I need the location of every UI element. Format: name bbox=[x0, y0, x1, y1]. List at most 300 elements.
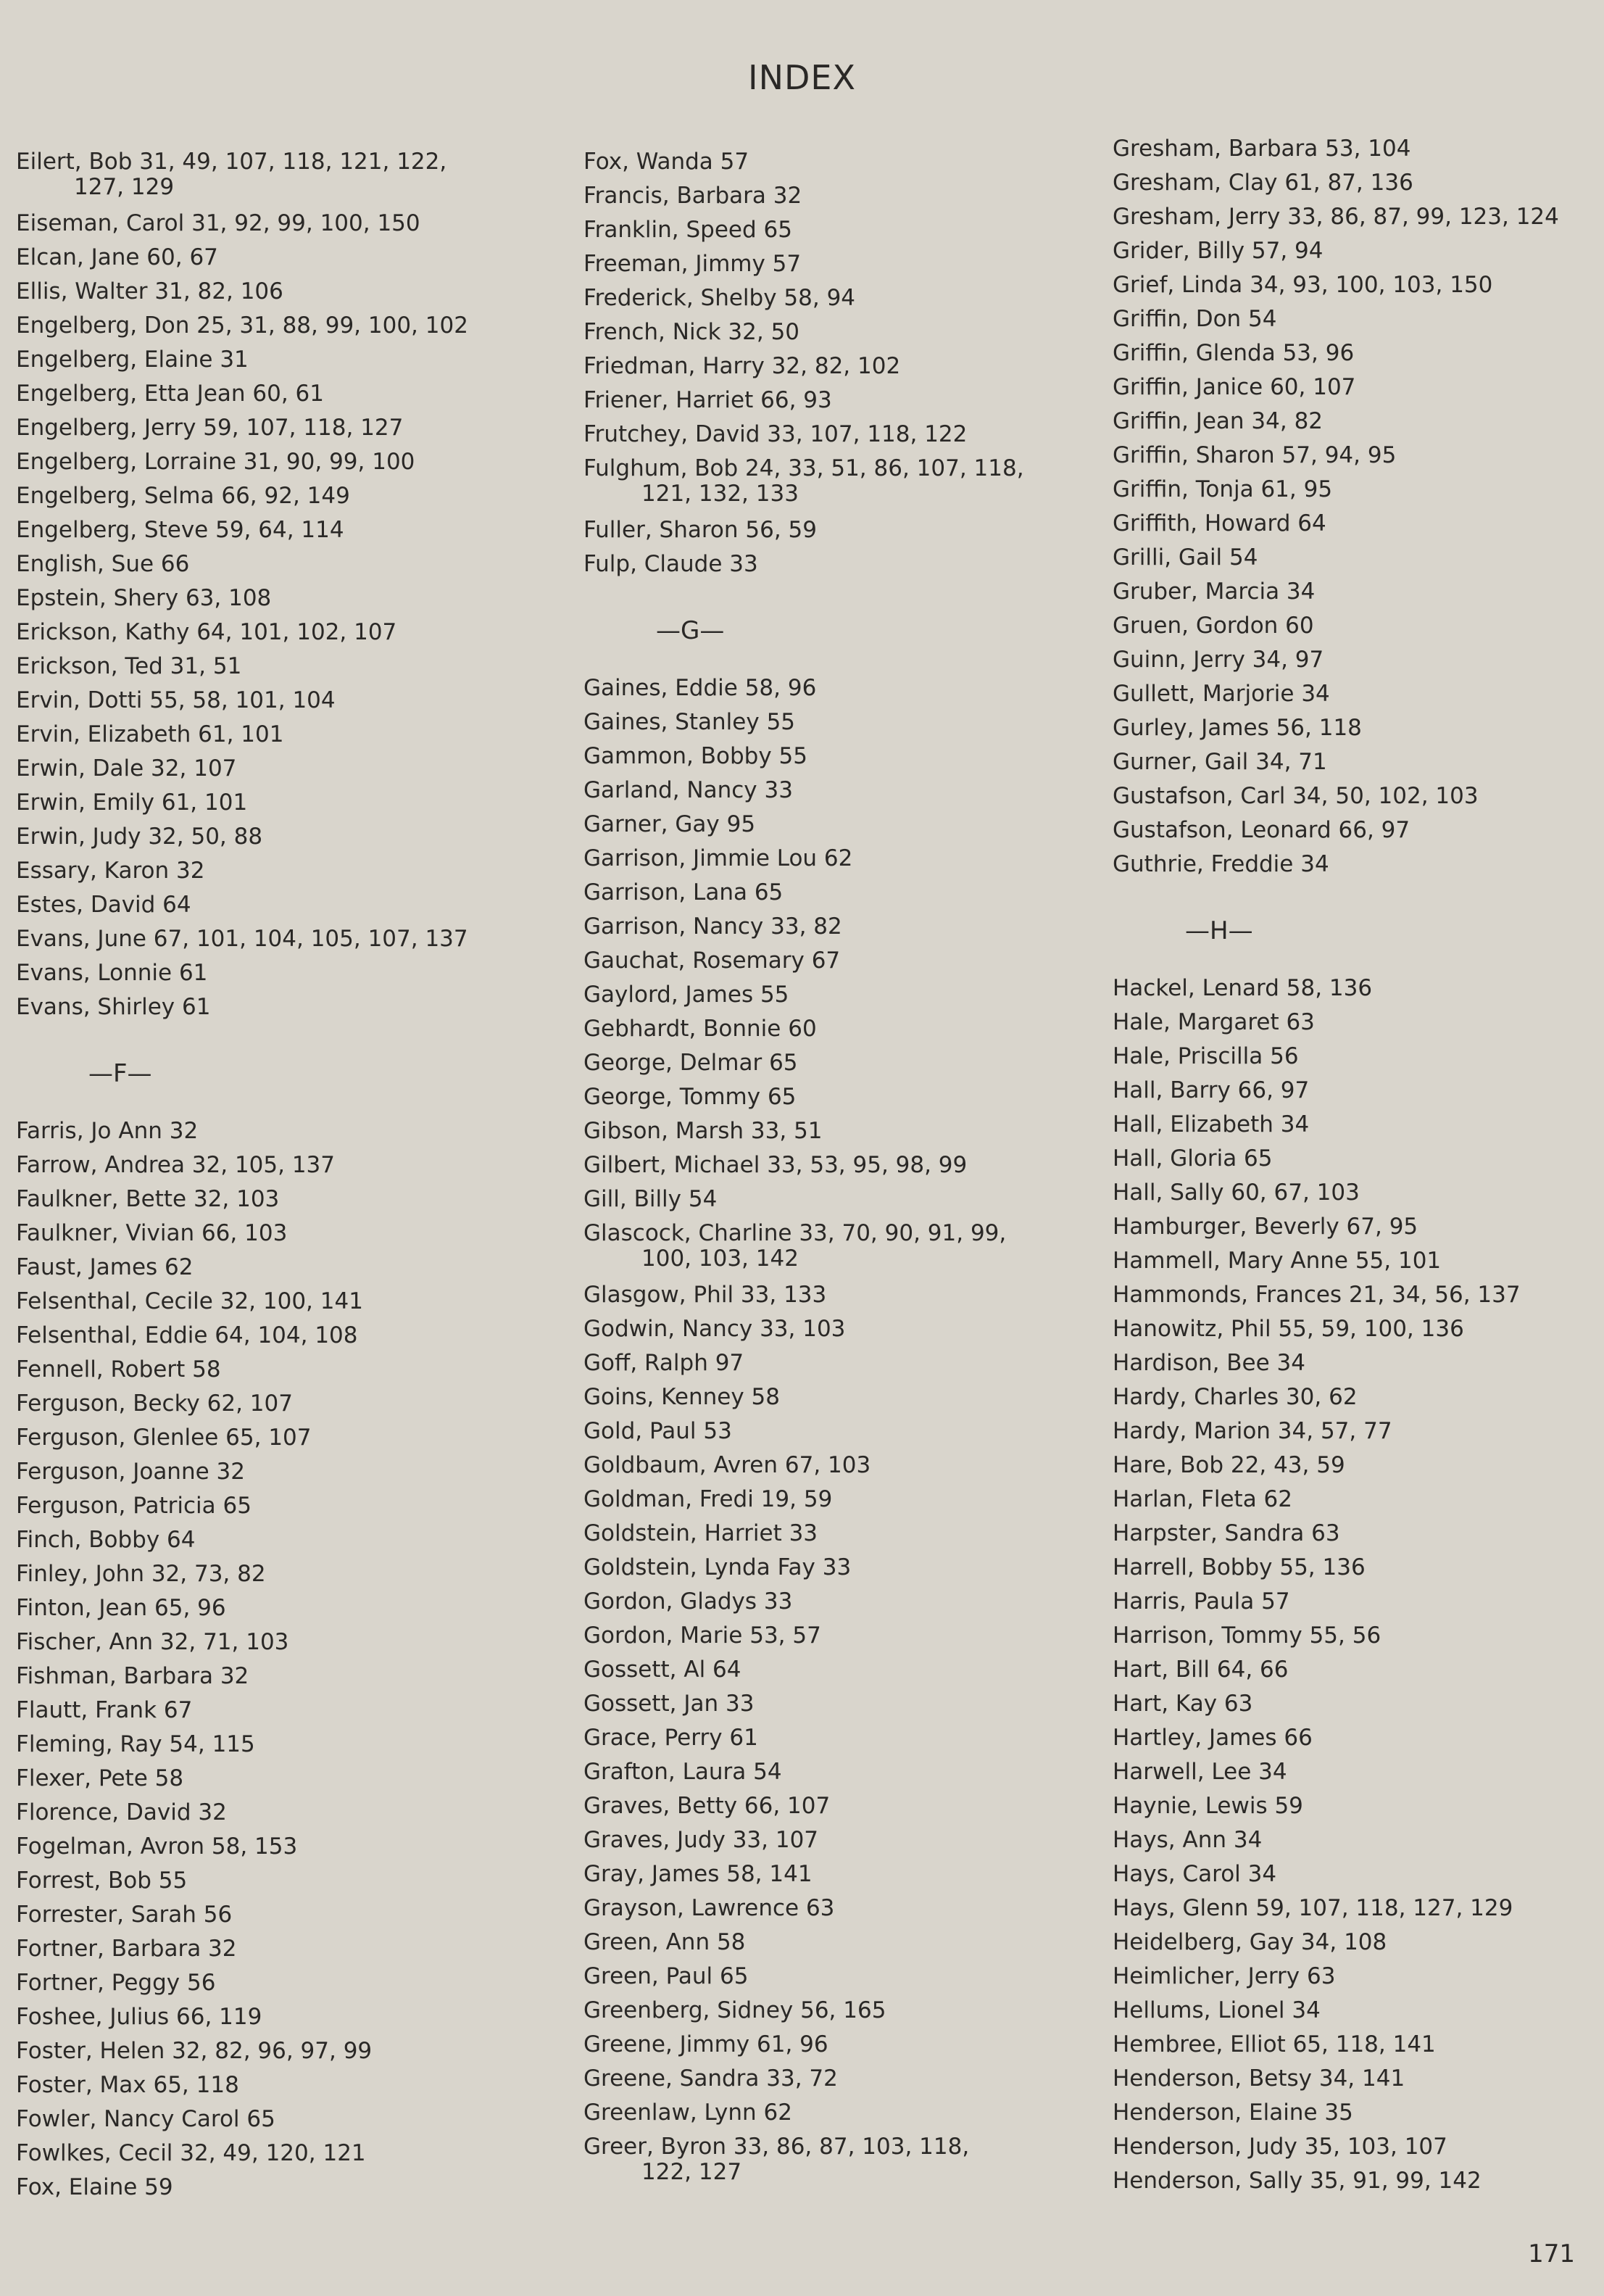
index-entry-text: Florence, David 32 bbox=[16, 1799, 227, 1825]
index-entry bbox=[16, 956, 552, 990]
index-entry bbox=[16, 581, 552, 616]
index-entry bbox=[16, 854, 552, 888]
index-entry-text: Fortner, Barbara 32 bbox=[16, 1936, 237, 1962]
index-entry-text: Garrison, Nancy 33, 82 bbox=[583, 913, 842, 940]
section-letter-heading: —F— bbox=[88, 1059, 152, 1088]
index-entry bbox=[1113, 1312, 1584, 1346]
index-entry bbox=[1113, 711, 1584, 745]
index-entry bbox=[16, 2171, 552, 2205]
index-entry-text: Friener, Harriet 66, 93 bbox=[583, 387, 832, 413]
index-entry-text: Farris, Jo Ann 32 bbox=[16, 1118, 199, 1144]
section-letter-heading: —G— bbox=[656, 616, 725, 645]
index-entry bbox=[16, 990, 552, 1024]
index-entry-text: Frederick, Shelby 58, 94 bbox=[583, 285, 856, 311]
index-entry bbox=[1113, 1755, 1584, 1789]
index-entry-text: Fulghum, Bob 24, 33, 51, 86, 107, 118, bbox=[583, 455, 1024, 481]
index-entry bbox=[1113, 779, 1584, 813]
index-entry-text: Erickson, Ted 31, 51 bbox=[16, 653, 242, 679]
index-entry bbox=[583, 1414, 1091, 1449]
index-entry bbox=[16, 1285, 552, 1319]
index-entry-text: Fuller, Sharon 56, 59 bbox=[583, 517, 817, 543]
index-entry bbox=[16, 445, 552, 479]
index-entry-text: Gilbert, Michael 33, 53, 95, 98, 99 bbox=[583, 1152, 968, 1178]
index-entry bbox=[1113, 1244, 1584, 1278]
index-entry bbox=[16, 275, 552, 309]
index-entry-text: Greene, Sandra 33, 72 bbox=[583, 2065, 838, 2092]
index-entry bbox=[16, 309, 552, 343]
index-entry bbox=[16, 547, 552, 581]
index-entry bbox=[1113, 1040, 1584, 1074]
index-entry-text: Gullett, Marjorie 34 bbox=[1113, 681, 1330, 707]
index-entry-text: Flautt, Frank 67 bbox=[16, 1697, 193, 1723]
index-entry-text: Gebhardt, Bonnie 60 bbox=[583, 1016, 817, 1042]
index-entry bbox=[16, 616, 552, 650]
index-entry bbox=[583, 2062, 1091, 2096]
index-entry-text: Glasgow, Phil 33, 133 bbox=[583, 1282, 827, 1308]
index-entry bbox=[1113, 971, 1584, 1006]
index-entry bbox=[16, 1932, 552, 1966]
index-entry-text: Evans, Shirley 61 bbox=[16, 994, 211, 1020]
index-entry bbox=[1113, 302, 1584, 336]
index-entry-text: Hammell, Mary Anne 55, 101 bbox=[1113, 1248, 1442, 1274]
index-entry bbox=[1113, 1108, 1584, 1142]
index-entry bbox=[583, 1182, 1091, 1217]
index-entry-text: Felsenthal, Eddie 64, 104, 108 bbox=[16, 1322, 358, 1348]
index-entry-text: Hays, Carol 34 bbox=[1113, 1861, 1277, 1887]
index-entry-text: Guthrie, Freddie 34 bbox=[1113, 851, 1329, 877]
index-entry-text: Foshee, Julius 66, 119 bbox=[16, 2004, 262, 2030]
index-entry bbox=[583, 1312, 1091, 1346]
index-entry-text: Forrester, Sarah 56 bbox=[16, 1902, 233, 1928]
index-entry bbox=[16, 1659, 552, 1694]
index-entry-text: Greene, Jimmy 61, 96 bbox=[583, 2031, 828, 2057]
index-entry bbox=[16, 411, 552, 445]
index-column-2 bbox=[583, 145, 1091, 2192]
index-entry bbox=[1113, 1176, 1584, 1210]
index-entry bbox=[16, 1591, 552, 1625]
index-entry bbox=[16, 888, 552, 922]
index-entry-text: Haynie, Lewis 59 bbox=[1113, 1793, 1303, 1819]
index-entry-text: Gray, James 58, 141 bbox=[583, 1861, 813, 1887]
index-entry bbox=[583, 418, 1091, 452]
index-entry bbox=[1113, 200, 1584, 234]
index-entry bbox=[1113, 234, 1584, 268]
index-entry-text: Gaines, Stanley 55 bbox=[583, 709, 796, 735]
index-entry bbox=[16, 1523, 552, 1557]
index-entry-text: Heidelberg, Gay 34, 108 bbox=[1113, 1929, 1387, 1955]
index-entry bbox=[16, 1489, 552, 1523]
index-entry-text: Green, Paul 65 bbox=[583, 1963, 749, 1989]
index-entry bbox=[583, 1148, 1091, 1182]
index-entry-text: Engelberg, Elaine 31 bbox=[16, 347, 249, 373]
index-entry-text: Gaylord, James 55 bbox=[583, 982, 789, 1008]
page-number: 171 bbox=[1528, 2239, 1575, 2268]
index-entry-text: Elcan, Jane 60, 67 bbox=[16, 244, 218, 270]
index-entry-text: Hale, Margaret 63 bbox=[1113, 1009, 1315, 1035]
index-entry bbox=[583, 1114, 1091, 1148]
index-entry-text: Hackel, Lenard 58, 136 bbox=[1113, 975, 1373, 1001]
index-entry-text: Griffin, Sharon 57, 94, 95 bbox=[1113, 442, 1397, 468]
index-entry-text: Erwin, Dale 32, 107 bbox=[16, 755, 237, 782]
index-entry bbox=[1113, 1210, 1584, 1244]
index-entry-text: Gruber, Marcia 34 bbox=[1113, 579, 1316, 605]
index-entry-text: Gruen, Gordon 60 bbox=[1113, 613, 1314, 639]
index-entry-continuation: 121, 132, 133 bbox=[641, 481, 799, 507]
index-entry bbox=[583, 774, 1091, 808]
index-entry bbox=[16, 786, 552, 820]
index-entry bbox=[16, 1762, 552, 1796]
index-entry-text: Gustafson, Carl 34, 50, 102, 103 bbox=[1113, 783, 1479, 809]
index-entry bbox=[1113, 1926, 1584, 1960]
index-entry-continuation: 100, 103, 142 bbox=[641, 1246, 799, 1272]
index-entry bbox=[583, 705, 1091, 739]
index-entry-text: Graves, Betty 66, 107 bbox=[583, 1793, 831, 1819]
index-entry bbox=[583, 671, 1091, 705]
index-entry bbox=[1113, 473, 1584, 507]
index-entry-text: Gauchat, Rosemary 67 bbox=[583, 948, 841, 974]
index-entry bbox=[1113, 2028, 1584, 2062]
index-entry bbox=[583, 315, 1091, 349]
index-entry bbox=[1113, 268, 1584, 302]
index-entry bbox=[583, 1960, 1091, 1994]
index-entry bbox=[583, 2096, 1091, 2130]
index-entry-text: Fox, Elaine 59 bbox=[16, 2174, 173, 2200]
index-entry bbox=[1113, 1551, 1584, 1585]
index-entry-text: Grilli, Gail 54 bbox=[1113, 544, 1258, 571]
index-entry bbox=[1113, 1585, 1584, 1619]
index-entry-text: Grief, Linda 34, 93, 100, 103, 150 bbox=[1113, 272, 1493, 298]
index-entry bbox=[583, 145, 1091, 179]
index-entry bbox=[1113, 847, 1584, 882]
index-entry bbox=[16, 1387, 552, 1421]
index-entry bbox=[16, 922, 552, 956]
index-entry-text: Harpster, Sandra 63 bbox=[1113, 1520, 1340, 1546]
index-entry-text: Hare, Bob 22, 43, 59 bbox=[1113, 1452, 1345, 1478]
index-entry-text: Goldstein, Lynda Fay 33 bbox=[583, 1554, 852, 1580]
index-entry bbox=[583, 1517, 1091, 1551]
index-entry bbox=[583, 1080, 1091, 1114]
index-entry bbox=[16, 241, 552, 275]
index-entry bbox=[1113, 1380, 1584, 1414]
index-entry bbox=[583, 739, 1091, 774]
index-entry-text: Harris, Paula 57 bbox=[1113, 1588, 1290, 1615]
index-entry bbox=[16, 1796, 552, 1830]
index-entry-text: Faust, James 62 bbox=[16, 1254, 194, 1280]
index-entry-text: Gordon, Marie 53, 57 bbox=[583, 1622, 821, 1649]
index-entry-text: Erwin, Emily 61, 101 bbox=[16, 789, 248, 816]
index-entry bbox=[583, 1891, 1091, 1926]
index-entry bbox=[583, 978, 1091, 1012]
index-entry-text: Hamburger, Beverly 67, 95 bbox=[1113, 1214, 1418, 1240]
index-entry bbox=[1113, 575, 1584, 609]
index-entry bbox=[583, 1857, 1091, 1891]
index-entry bbox=[16, 1217, 552, 1251]
index-entry-text: Gaines, Eddie 58, 96 bbox=[583, 675, 817, 701]
index-entry bbox=[1113, 1891, 1584, 1926]
index-entry bbox=[583, 2028, 1091, 2062]
index-entry-text: Grider, Billy 57, 94 bbox=[1113, 238, 1323, 264]
index-entry-text: Gold, Paul 53 bbox=[583, 1418, 732, 1444]
index-entry-text: Gustafson, Leonard 66, 97 bbox=[1113, 817, 1410, 843]
index-entry-text: Goldbaum, Avren 67, 103 bbox=[583, 1452, 871, 1478]
index-entry-text: Hardy, Charles 30, 62 bbox=[1113, 1384, 1358, 1410]
index-entry-text: Hale, Priscilla 56 bbox=[1113, 1043, 1299, 1069]
index-entry-text: Essary, Karon 32 bbox=[16, 858, 205, 884]
index-entry bbox=[1113, 1823, 1584, 1857]
index-entry-text: Griffin, Janice 60, 107 bbox=[1113, 374, 1356, 400]
index-entry-text: Flexer, Pete 58 bbox=[16, 1765, 184, 1791]
index-entry bbox=[1113, 1278, 1584, 1312]
index-entry-text: Graves, Judy 33, 107 bbox=[583, 1827, 819, 1853]
index-entry bbox=[583, 1687, 1091, 1721]
index-entry bbox=[1113, 1346, 1584, 1380]
index-entry-text: Goff, Ralph 97 bbox=[583, 1350, 744, 1376]
index-entry bbox=[1113, 1653, 1584, 1687]
index-entry-text: Greenlaw, Lynn 62 bbox=[583, 2100, 792, 2126]
index-entry-text: Engelberg, Don 25, 31, 88, 99, 100, 102 bbox=[16, 312, 468, 339]
index-entry-text: Fischer, Ann 32, 71, 103 bbox=[16, 1629, 289, 1655]
index-entry-text: George, Tommy 65 bbox=[583, 1084, 797, 1110]
index-entry-text: Green, Ann 58 bbox=[583, 1929, 746, 1955]
index-entry-text: Greer, Byron 33, 86, 87, 103, 118, bbox=[583, 2134, 970, 2160]
index-entry bbox=[16, 2137, 552, 2171]
index-entry-text: Estes, David 64 bbox=[16, 892, 191, 918]
index-entry-text: Gordon, Gladys 33 bbox=[583, 1588, 793, 1615]
index-entry bbox=[16, 1625, 552, 1659]
index-entry-text: Hammonds, Frances 21, 34, 56, 137 bbox=[1113, 1282, 1521, 1308]
index-entry-continuation: 127, 129 bbox=[74, 174, 175, 200]
index-entry bbox=[583, 1619, 1091, 1653]
index-entry bbox=[16, 2000, 552, 2034]
index-entry-text: Harrell, Bobby 55, 136 bbox=[1113, 1554, 1366, 1580]
index-entry-text: Fishman, Barbara 32 bbox=[16, 1663, 249, 1689]
index-entry bbox=[1113, 336, 1584, 370]
index-entry bbox=[583, 1653, 1091, 1687]
index-entry-text: English, Sue 66 bbox=[16, 551, 190, 577]
index-entry-text: Farrow, Andrea 32, 105, 137 bbox=[16, 1152, 335, 1178]
index-entry-text: Forrest, Bob 55 bbox=[16, 1868, 188, 1894]
index-entry bbox=[16, 2034, 552, 2068]
index-entry-text: Hall, Gloria 65 bbox=[1113, 1145, 1273, 1172]
index-entry-text: Fleming, Ray 54, 115 bbox=[16, 1731, 255, 1757]
index-entry-text: Garrison, Jimmie Lou 62 bbox=[583, 845, 853, 871]
index-entry-text: Gibson, Marsh 33, 51 bbox=[583, 1118, 823, 1144]
index-entry-text: Foster, Helen 32, 82, 96, 97, 99 bbox=[16, 2038, 373, 2064]
index-entry bbox=[1113, 1619, 1584, 1653]
index-entry bbox=[1113, 1994, 1584, 2028]
index-entry-text: Hellums, Lionel 34 bbox=[1113, 1997, 1321, 2023]
index-entry bbox=[16, 1557, 552, 1591]
index-entry bbox=[16, 1728, 552, 1762]
index-entry bbox=[583, 1046, 1091, 1080]
index-entry bbox=[1113, 405, 1584, 439]
index-entry-text: Griffin, Tonja 61, 95 bbox=[1113, 476, 1333, 502]
index-entry-text: Ervin, Elizabeth 61, 101 bbox=[16, 721, 284, 747]
index-entry bbox=[16, 2102, 552, 2137]
index-entry-text: Hays, Ann 34 bbox=[1113, 1827, 1263, 1853]
index-entry-text: Engelberg, Lorraine 31, 90, 99, 100 bbox=[16, 449, 415, 475]
index-entry bbox=[1113, 370, 1584, 405]
index-entry-text: Evans, June 67, 101, 104, 105, 107, 137 bbox=[16, 926, 468, 952]
index-entry bbox=[1113, 166, 1584, 200]
index-entry-text: Felsenthal, Cecile 32, 100, 141 bbox=[16, 1288, 363, 1314]
index-entry-text: Ferguson, Glenlee 65, 107 bbox=[16, 1425, 312, 1451]
index-entry bbox=[1113, 1006, 1584, 1040]
index-entry-text: Godwin, Nancy 33, 103 bbox=[583, 1316, 846, 1342]
index-column-3 bbox=[1113, 132, 1584, 2198]
index-entry-text: Grace, Perry 61 bbox=[583, 1725, 758, 1751]
index-entry-text: Gurley, James 56, 118 bbox=[1113, 715, 1362, 741]
index-entry-text: Glascock, Charline 33, 70, 90, 91, 99, bbox=[583, 1220, 1007, 1246]
index-entry-text: Henderson, Sally 35, 91, 99, 142 bbox=[1113, 2168, 1482, 2194]
index-entry bbox=[16, 1830, 552, 1864]
index-entry bbox=[583, 213, 1091, 247]
index-entry-text: Ellis, Walter 31, 82, 106 bbox=[16, 278, 283, 304]
index-entry bbox=[1113, 1960, 1584, 1994]
index-entry-text: Ervin, Dotti 55, 58, 101, 104 bbox=[16, 687, 336, 713]
index-entry-text: Engelberg, Steve 59, 64, 114 bbox=[16, 517, 344, 543]
index-entry-text: Fennell, Robert 58 bbox=[16, 1356, 221, 1383]
index-entry bbox=[16, 479, 552, 513]
index-entry-text: Grayson, Lawrence 63 bbox=[583, 1895, 835, 1921]
index-entry-text: Goins, Kenney 58 bbox=[583, 1384, 780, 1410]
index-entry bbox=[583, 247, 1091, 281]
index-entry bbox=[1113, 1483, 1584, 1517]
index-entry-text: Fowlkes, Cecil 32, 49, 120, 121 bbox=[16, 2140, 366, 2166]
index-entry bbox=[1113, 439, 1584, 473]
index-entry-continuation: 122, 127 bbox=[641, 2159, 742, 2185]
index-entry bbox=[583, 1012, 1091, 1046]
index-entry bbox=[583, 452, 1091, 507]
index-entry bbox=[16, 650, 552, 684]
index-entry-text: Eiseman, Carol 31, 92, 99, 100, 150 bbox=[16, 210, 420, 236]
index-entry bbox=[1113, 2096, 1584, 2130]
index-entry bbox=[583, 1551, 1091, 1585]
index-entry bbox=[1113, 2062, 1584, 2096]
index-entry-text: Gossett, Al 64 bbox=[583, 1657, 741, 1683]
index-entry bbox=[16, 820, 552, 854]
index-entry bbox=[583, 1789, 1091, 1823]
index-entry bbox=[1113, 1074, 1584, 1108]
page-title: INDEX bbox=[748, 58, 856, 97]
index-entry bbox=[583, 1721, 1091, 1755]
index-entry-text: Ferguson, Becky 62, 107 bbox=[16, 1391, 293, 1417]
index-entry-text: Goldstein, Harriet 33 bbox=[583, 1520, 818, 1546]
index-entry bbox=[1113, 132, 1584, 166]
index-entry-text: Gresham, Jerry 33, 86, 87, 99, 123, 124 bbox=[1113, 204, 1559, 230]
index-entry-text: Fortner, Peggy 56 bbox=[16, 1970, 216, 1996]
index-entry-text: Gill, Billy 54 bbox=[583, 1186, 718, 1212]
index-entry-text: Goldman, Fredi 19, 59 bbox=[583, 1486, 833, 1512]
index-entry bbox=[16, 377, 552, 411]
index-entry bbox=[583, 384, 1091, 418]
index-entry bbox=[1113, 1449, 1584, 1483]
index-entry bbox=[583, 876, 1091, 910]
index-entry-text: George, Delmar 65 bbox=[583, 1050, 798, 1076]
index-entry-text: Gurner, Gail 34, 71 bbox=[1113, 749, 1327, 775]
index-entry-text: Hall, Barry 66, 97 bbox=[1113, 1077, 1310, 1103]
index-entry-text: Erickson, Kathy 64, 101, 102, 107 bbox=[16, 619, 397, 645]
index-entry-text: Fulp, Claude 33 bbox=[583, 551, 758, 577]
index-entry bbox=[583, 1346, 1091, 1380]
index-entry bbox=[583, 1585, 1091, 1619]
index-entry-text: Francis, Barbara 32 bbox=[583, 183, 802, 209]
index-entry bbox=[583, 1217, 1091, 1272]
index-entry-text: Finton, Jean 65, 96 bbox=[16, 1595, 226, 1621]
index-entry-text: Faulkner, Vivian 66, 103 bbox=[16, 1220, 288, 1246]
index-entry bbox=[583, 808, 1091, 842]
index-entry-text: Hembree, Elliot 65, 118, 141 bbox=[1113, 2031, 1436, 2057]
index-entry bbox=[16, 1694, 552, 1728]
index-entry bbox=[16, 1966, 552, 2000]
index-entry-text: Gammon, Bobby 55 bbox=[583, 743, 807, 769]
index-entry-text: Hanowitz, Phil 55, 59, 100, 136 bbox=[1113, 1316, 1464, 1342]
index-entry-text: Ferguson, Patricia 65 bbox=[16, 1493, 252, 1519]
index-entry bbox=[16, 1455, 552, 1489]
index-entry bbox=[16, 718, 552, 752]
index-entry-text: Hardy, Marion 34, 57, 77 bbox=[1113, 1418, 1392, 1444]
index-entry bbox=[583, 842, 1091, 876]
index-column-1 bbox=[16, 145, 552, 2205]
index-entry-text: Fowler, Nancy Carol 65 bbox=[16, 2106, 275, 2132]
index-entry bbox=[583, 513, 1091, 547]
index-entry-text: Gresham, Barbara 53, 104 bbox=[1113, 136, 1411, 162]
index-entry bbox=[1113, 1857, 1584, 1891]
index-entry-text: French, Nick 32, 50 bbox=[583, 319, 800, 345]
index-entry-text: Greenberg, Sidney 56, 165 bbox=[583, 1997, 886, 2023]
index-entry bbox=[583, 1755, 1091, 1789]
index-entry bbox=[1113, 2130, 1584, 2164]
index-entry-text: Fogelman, Avron 58, 153 bbox=[16, 1833, 298, 1860]
index-entry-text: Hall, Elizabeth 34 bbox=[1113, 1111, 1310, 1137]
index-entry bbox=[583, 1483, 1091, 1517]
index-entry-text: Griffin, Jean 34, 82 bbox=[1113, 408, 1323, 434]
index-entry-text: Hartley, James 66 bbox=[1113, 1725, 1313, 1751]
index-entry-text: Harrison, Tommy 55, 56 bbox=[1113, 1622, 1381, 1649]
index-entry-text: Gresham, Clay 61, 87, 136 bbox=[1113, 170, 1413, 196]
index-entry-text: Henderson, Betsy 34, 141 bbox=[1113, 2065, 1405, 2092]
index-entry bbox=[1113, 1789, 1584, 1823]
index-entry-text: Griffith, Howard 64 bbox=[1113, 510, 1326, 536]
index-entry bbox=[1113, 609, 1584, 643]
index-entry bbox=[583, 281, 1091, 315]
index-entry bbox=[583, 1823, 1091, 1857]
index-entry bbox=[16, 1421, 552, 1455]
index-entry-text: Heimlicher, Jerry 63 bbox=[1113, 1963, 1336, 1989]
index-entry-text: Frutchey, David 33, 107, 118, 122 bbox=[583, 421, 968, 447]
index-entry-text: Evans, Lonnie 61 bbox=[16, 960, 208, 986]
index-entry-text: Epstein, Shery 63, 108 bbox=[16, 585, 272, 611]
index-entry-text: Harlan, Fleta 62 bbox=[1113, 1486, 1292, 1512]
index-entry-text: Foster, Max 65, 118 bbox=[16, 2072, 239, 2098]
index-entry-text: Hart, Bill 64, 66 bbox=[1113, 1657, 1289, 1683]
index-entry bbox=[583, 547, 1091, 581]
index-entry-text: Harwell, Lee 34 bbox=[1113, 1759, 1287, 1785]
index-entry bbox=[1113, 1414, 1584, 1449]
index-entry-text: Franklin, Speed 65 bbox=[583, 217, 792, 243]
index-entry bbox=[1113, 677, 1584, 711]
index-entry bbox=[16, 2068, 552, 2102]
index-entry bbox=[1113, 1142, 1584, 1176]
index-entry-text: Henderson, Elaine 35 bbox=[1113, 2100, 1353, 2126]
index-entry bbox=[16, 1114, 552, 1148]
index-entry bbox=[16, 1898, 552, 1932]
index-entry bbox=[1113, 2164, 1584, 2198]
index-entry-text: Ferguson, Joanne 32 bbox=[16, 1459, 245, 1485]
index-entry bbox=[16, 343, 552, 377]
index-entry bbox=[583, 944, 1091, 978]
index-entry-text: Fox, Wanda 57 bbox=[583, 149, 749, 175]
